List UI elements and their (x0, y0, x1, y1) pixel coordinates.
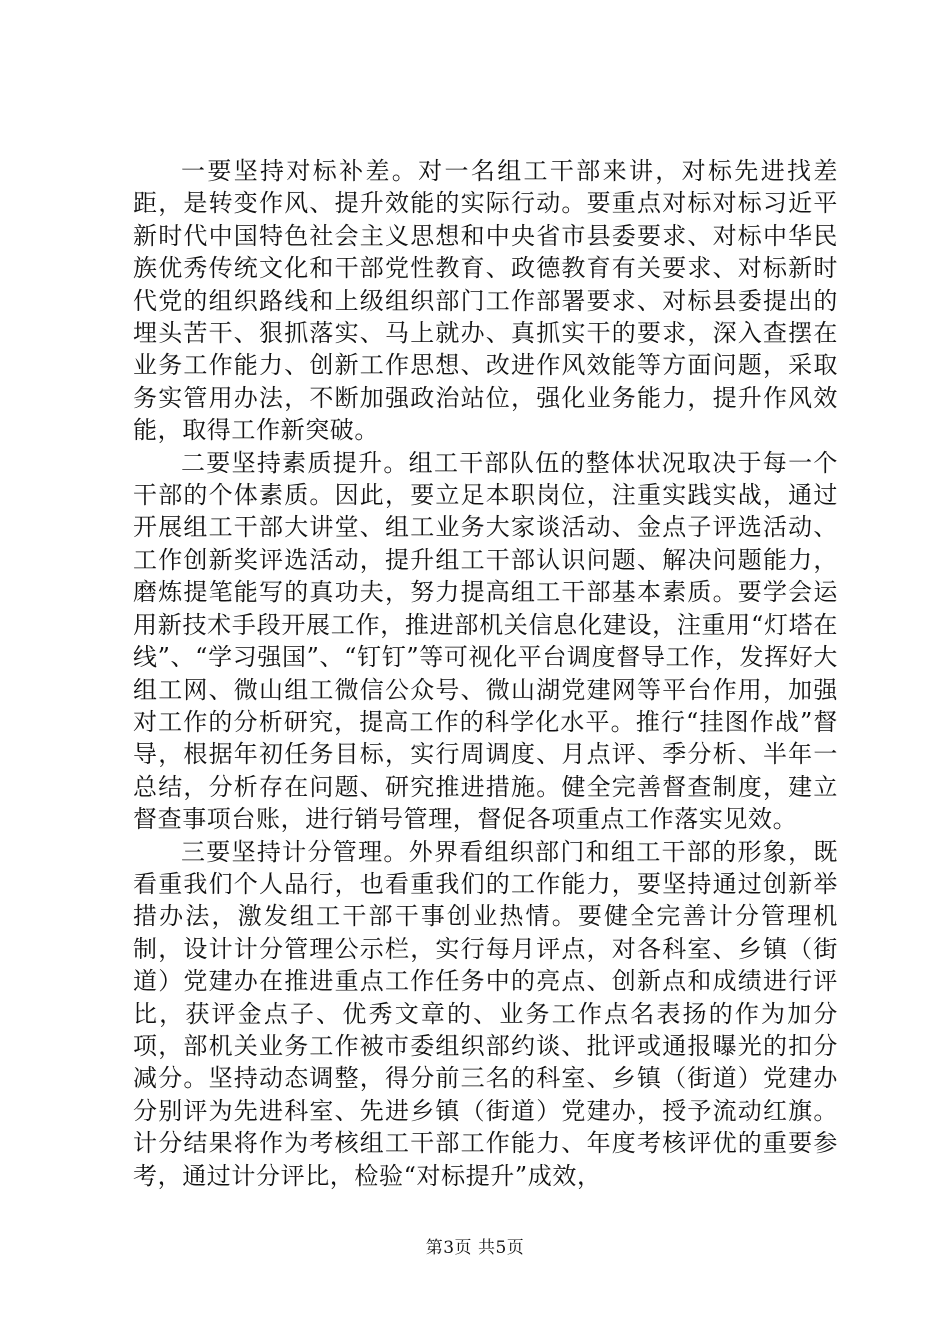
document-body (133, 155, 838, 1192)
paragraph-quality-improvement: 二要坚持素质提升。组工干部队伍的整体状况取决于每一个干部的个体素质。因此，要立足本职岗位，注重实践实战，通过开展组工干部大讲堂、组工业务大家谈活动、金点子评选活动、工作创新奖评选活动，提升组工干部认识问题、解决问题能力，磨炼提笔能写的真功夫，努力提高组工干部基本素质。要学会运用新技术手段开展工作，推进部机关信息化建设，注重用“灯塔在线”、“学习强国”、“钉钉”等可视化平台调度督导工作，发挥好大组工网、微山组工微信公众号、微山湖党建网等平台作用，加强对工作的分析研究，提高工作的科学化水平。推行“挂图作战”督导，根据年初任务目标，实行周调度、月点评、季分析、半年一总结，分析存在问题、研究推进措施。健全完善督查制度，建立督查事项台账，进行销号管理，督促各项重点工作落实见效。 (133, 448, 838, 834)
page-number-footer: 第3页 共5页 (425, 1238, 525, 1258)
paragraph-points-management: 三要坚持计分管理。外界看组织部门和组工干部的形象，既看重我们个人品行，也看重我们的工作能力，要坚持通过创新举措办法，激发组工干部干事创业热情。要健全完善计分管理机制，设计计分管理公示栏，实行每月评点，对各科室、乡镇（街道）党建办在推进重点工作任务中的亮点、创新点和成绩进行评比，获评金点子、优秀文章的、业务工作点名表扬的作为加分项，部机关业务工作被市委组织部约谈、批评或通报曝光的扣分减分。坚持动态调整，得分前三名的科室、乡镇（街道）党建办分别评为先进科室、先进乡镇（街道）党建办，授予流动红旗。计分结果将作为考核组工干部工作能力、年度考核评优的重要参考，通过计分评比，检验“对标提升”成效， (133, 837, 838, 1190)
paragraph-benchmarking: 一要坚持对标补差。对一名组工干部来讲，对标先进找差距，是转变作风、提升效能的实际行动。要重点对标对标习近平新时代中国特色社会主义思想和中央省市县委要求、对标中华民族优秀传统文化和干部党性教育、政德教育有关要求、对标新时代党的组织路线和上级组织部门工作部署要求、对标县委提出的埋头苦干、狠抓落实、马上就办、真抓实干的要求，深入查摆在业务工作能力、创新工作思想、改进作风效能等方面问题，采取务实管用办法，不断加强政治站位，强化业务能力，提升作风效能，取得工作新突破。 (133, 157, 838, 445)
